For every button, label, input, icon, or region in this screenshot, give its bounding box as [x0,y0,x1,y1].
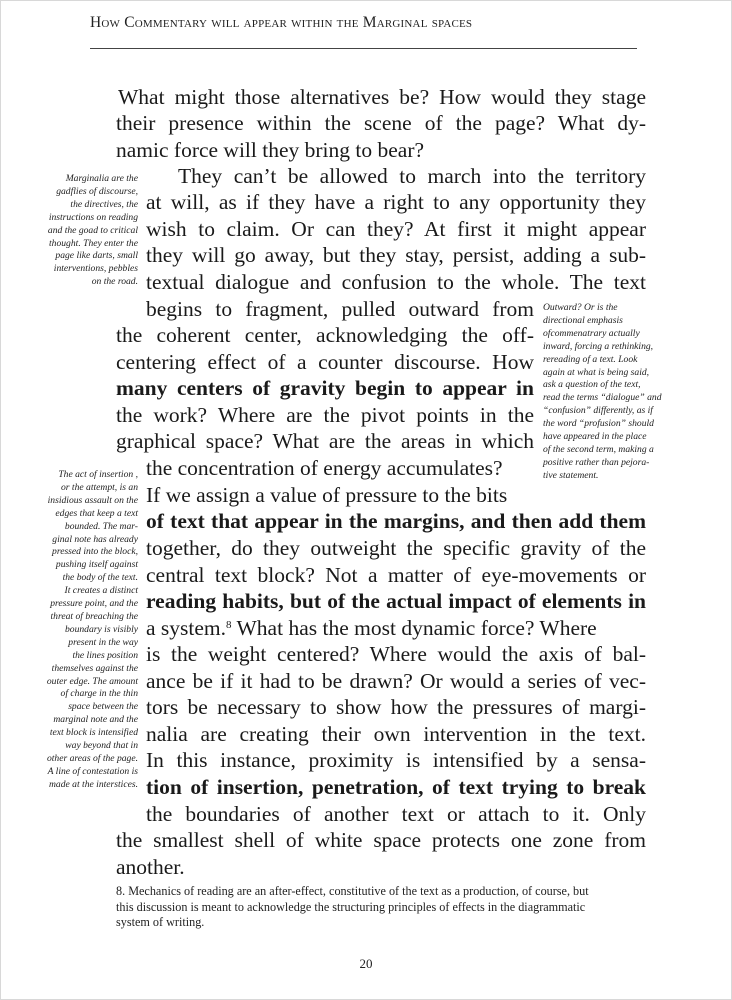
note-line: read the terms “dialogue” and [543,392,662,404]
note-line: edges that keep a text [55,507,138,519]
note-line: outer edge. The amount [46,675,138,687]
body-line: graphical space? What are the areas in which [116,429,534,453]
note-line: threat of breaching the [50,610,138,622]
body-line: at will, as if they have a right to any opportunity they [146,190,646,214]
note-line: page like darts, small [55,250,138,262]
note-line: the directives, the [70,198,138,210]
note-line: inward, forcing a rethinking, [543,340,654,352]
body-line: the work? Where are the pivot points in the [116,403,534,427]
note-line: the body of the text. [62,572,138,584]
note-line: ginal note has already [52,533,138,545]
running-header [90,14,472,32]
footnote-line: system of writing. [116,915,205,929]
body-line: the smallest shell of white space protects one zone from [116,828,646,852]
header-initial: C [124,14,135,31]
body-line: wish to claim. Or can they? At first it might appear [146,217,646,241]
note-line: present in the way [68,636,138,648]
note-line: A line of contestation is [47,765,138,777]
body-line: What might those alternatives be? How would they stage [118,85,646,109]
page-number: 20 [359,956,373,971]
note-line: way beyond that in [65,740,138,752]
note-line: of the second term, making a [543,443,654,455]
note-line: insidious assault on the [47,494,138,506]
note-line: thought. They enter the [49,237,138,249]
body-line: tion of insertion, penetration, of text trying to break [146,775,646,799]
note-line: and the goad to critical [47,224,138,236]
body-line: reading habits, but of the actual impact of elements in [146,589,646,613]
marginal-note-left-top [38,173,138,289]
note-line: tive statement. [543,469,599,481]
note-line: marginal note and the [53,714,138,726]
note-line: ofcommenatrary actually [543,327,640,339]
body-line: of text that appear in the margins, and then add them [146,509,646,533]
header-initial: H [90,14,102,31]
body-line: begins to fragment, pulled outward from [146,297,534,321]
note-line: boundary is visibly [64,623,138,635]
body-line: In this instance, proximity is intensified by a sensa- [146,748,646,772]
note-line: It creates a distinct [64,585,138,597]
body-text-run: What has the most dynamic force? Where [231,616,597,640]
header-text: ommentary will appear within the [134,14,363,31]
note-line: or the attempt, is an [60,481,138,493]
body-line: together, do they outweight the specific gravity of the [146,536,646,560]
body-line: they will go away, but they stay, persist, adding a sub- [146,243,646,267]
marginal-note-left-bottom [38,469,138,792]
body-line: the coherent center, acknowledging the off- [116,323,534,347]
header-text: arginal spaces [376,14,473,31]
note-line: of charge in the thin [60,688,138,700]
body-line: the boundaries of another text or attach to it. Only [146,802,646,826]
footnote [116,884,646,931]
body-line: namic force will they bring to bear? [116,138,425,162]
note-line: themselves against the [51,662,138,674]
body-line: is the weight centered? Where would the axis of bal- [146,642,646,666]
body-line: nalia are creating their own intervention in the text. [146,722,646,746]
note-line: the lines position [72,649,138,661]
body-line: their presence within the scene of the page? What dy- [116,111,646,135]
header-text: ow [101,14,125,31]
note-line: Outward? Or is the [543,302,618,313]
note-line: interventions, pebbles [53,263,138,275]
note-line: instructions on reading [48,211,138,223]
footnote-line: 8. Mechanics of reading are an after-effect, constitutive of the text as a production, of course, but [116,884,589,898]
footnote-reference[interactable]: 8 [226,619,232,631]
note-line: rereading of a text. Look [543,353,638,365]
note-line: the word “profusion” should [543,418,654,430]
body-line: They can’t be allowed to march into the territory [178,164,646,188]
marginal-note-right [543,302,668,483]
body-line: central text block? Not a matter of eye-movements or [146,563,646,587]
note-line: Marginalia are the [65,173,138,184]
note-line: positive rather than pejora- [543,456,650,468]
header-initial: M [362,14,377,31]
note-line: pressure point, and the [50,598,138,610]
body-line: many centers of gravity begin to appear in [116,376,534,400]
body-line: the concentration of energy accumulates? [146,456,503,480]
body-line [146,615,597,641]
note-line: “confusion” differently, as if [543,405,653,417]
note-line: pressed into the block, [52,546,138,558]
header-rule [90,48,637,49]
note-line: directional emphasis [543,314,623,326]
note-line: bounded. The mar- [64,520,138,532]
note-line: again at what is being said, [543,366,650,378]
footnote-line: this discussion is meant to acknowledge the structuring principles of effects in the diagrammatic [116,899,586,914]
note-line: on the road. [91,276,138,288]
note-line: gadflies of discourse, [56,185,138,197]
note-line: made at the interstices. [49,778,138,790]
body-line: If we assign a value of pressure to the bits [146,483,508,507]
note-line: ask a question of the text, [543,379,641,391]
body-text-run: a system. [146,616,227,640]
note-line: The act of insertion , [58,469,138,480]
note-line: space between the [68,701,138,713]
body-line: textual dialogue and confusion to the whole. The text [146,270,646,294]
note-line: text block is intensified [49,727,138,739]
body-line: centering effect of a counter discourse. How [116,350,534,374]
note-line: other areas of the page. [46,752,138,764]
body-line: tors be necessary to show how the pressures of margi- [146,695,646,719]
body-line: ance be if it had to be drawn? Or would a series of vec- [146,669,646,693]
note-line: have appeared in the place [543,431,647,443]
note-line: pushing itself against [55,559,138,571]
body-line: another. [116,855,185,879]
